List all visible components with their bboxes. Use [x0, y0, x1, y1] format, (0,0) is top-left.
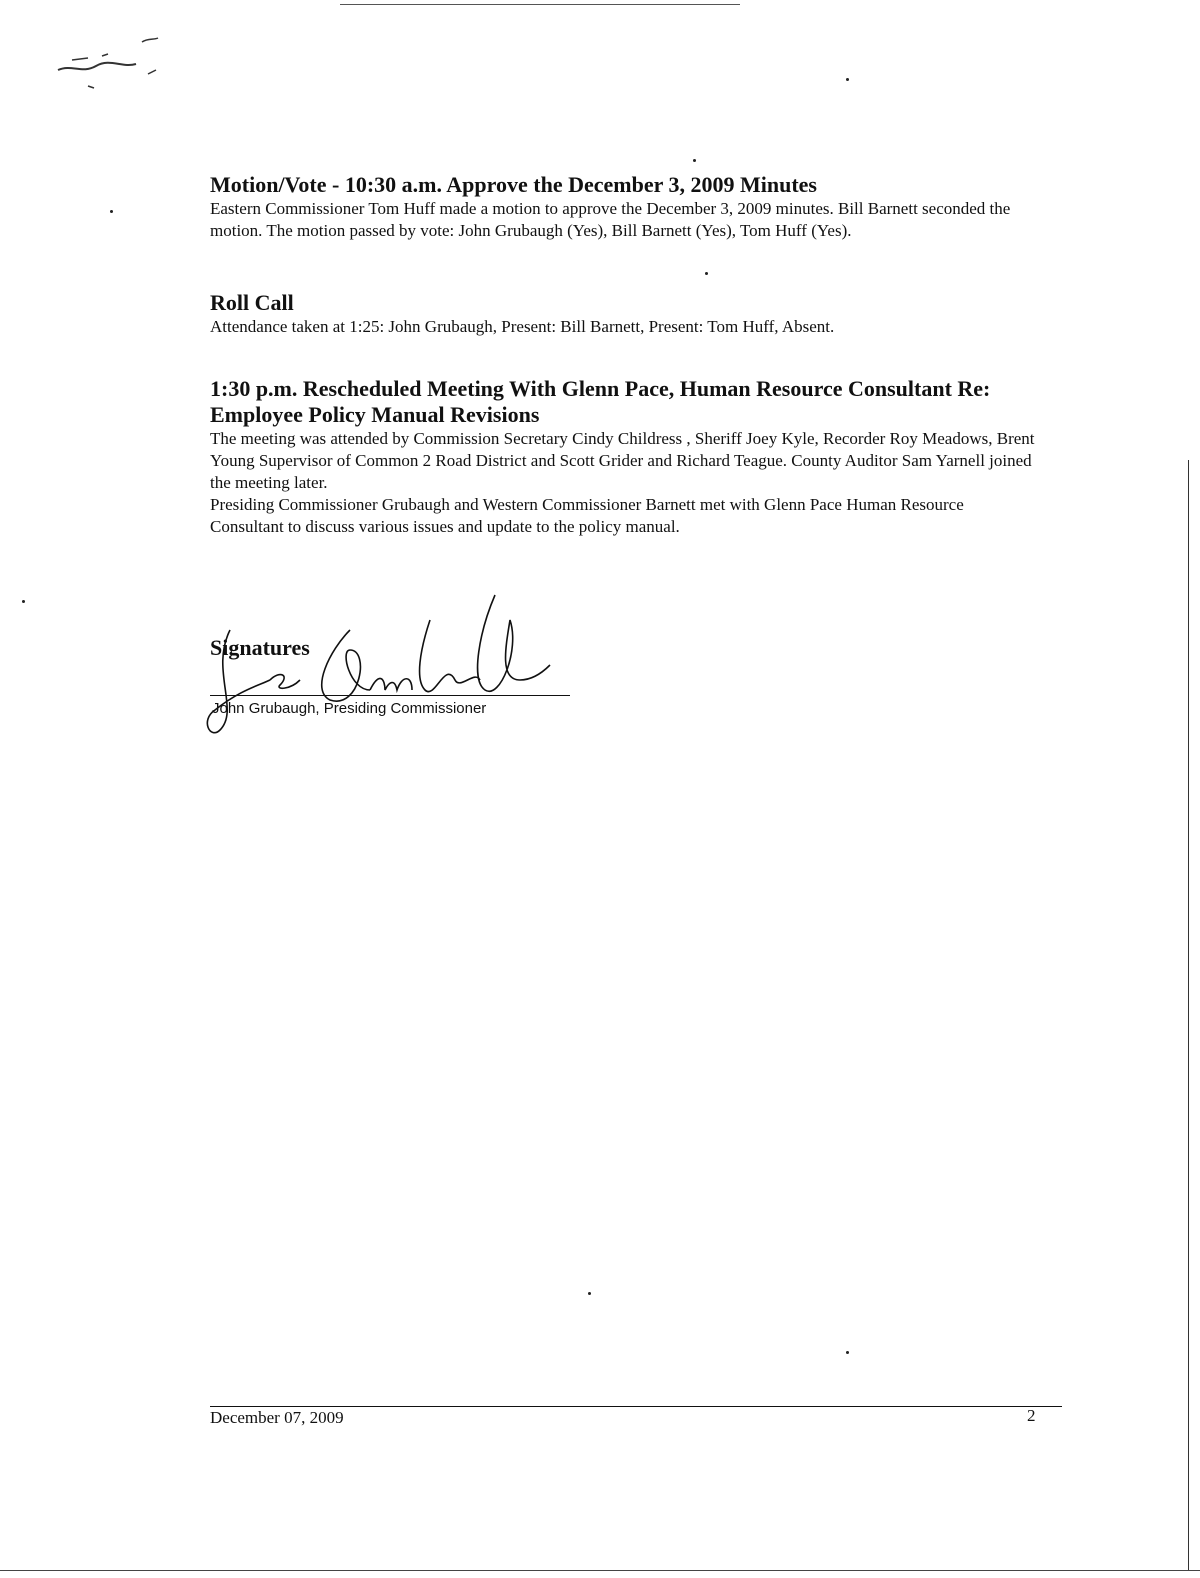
signer-name: John Grubaugh, Presiding Commissioner: [212, 700, 487, 717]
handwritten-signature: [200, 590, 580, 750]
signature-block: [200, 590, 580, 750]
scan-edge-bottom: [0, 1570, 1200, 1571]
document-body: [210, 172, 1040, 586]
margin-scribble: [52, 30, 172, 100]
section-paragraph: Presiding Commissioner Grubaugh and Western Commissioner Barnett met with Glenn Pace Human Resource Consultant to discuss various issues and update to the policy manual.: [210, 495, 964, 536]
footer-rule: [210, 1406, 1062, 1407]
page-number: 2: [1027, 1406, 1036, 1425]
section-paragraph: Eastern Commissioner Tom Huff made a motion to approve the December 3, 2009 minutes. Bill Barnett seconded the motion. The motion passed by vote: John Grubaugh (Yes), Bill Barnett (Yes), Tom Huff (Yes).: [210, 199, 1011, 240]
scan-speck: [110, 210, 113, 213]
section-heading: Roll Call: [210, 290, 294, 315]
scan-speck: [22, 600, 25, 603]
section-roll-call: [210, 290, 1040, 338]
section-motion-vote: [210, 172, 1040, 242]
scan-speck: [693, 159, 696, 162]
scan-speck: [846, 1351, 849, 1354]
section-rescheduled-meeting: [210, 376, 1040, 538]
scan-speck: [846, 78, 849, 81]
section-paragraph: Attendance taken at 1:25: John Grubaugh, Present: Bill Barnett, Present: Tom Huff, Absent.: [210, 317, 835, 336]
section-heading: 1:30 p.m. Rescheduled Meeting With Glenn Pace, Human Resource Consultant Re: Employee Policy Manual Revisions: [210, 376, 991, 427]
scan-speck: [588, 1292, 591, 1295]
scan-edge-right: [1188, 460, 1189, 1570]
section-paragraph: The meeting was attended by Commission Secretary Cindy Childress , Sheriff Joey Kyle, Recorder Roy Meadows, Brent Young Supervisor of Common 2 Road District and Scott Grider and Richard Teague. County Auditor Sam Yarnell joined the meeting later.: [210, 429, 1035, 492]
section-heading: Motion/Vote - 10:30 a.m. Approve the December 3, 2009 Minutes: [210, 172, 817, 197]
signatures-heading: Signatures: [210, 635, 310, 660]
scan-edge-top: [340, 4, 740, 5]
footer-date: December 07, 2009: [210, 1408, 344, 1427]
